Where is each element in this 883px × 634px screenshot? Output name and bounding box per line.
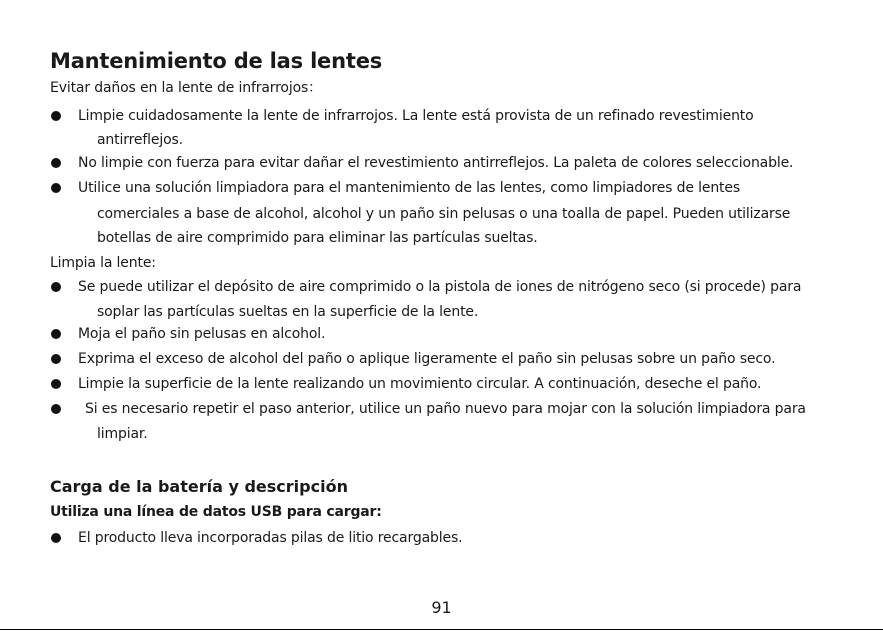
intro-text-clean-lens: Limpia la lente: (50, 255, 156, 271)
bullet-icon (51, 111, 61, 121)
list-item-line: limpiar. (97, 426, 148, 442)
list-item-line: Se puede utilizar el depósito de aire comprimido o la pistola de iones de nitrógeno seco (si procede) para (78, 279, 802, 295)
list-item-line: Utilice una solución limpiadora para el mantenimiento de las lentes, como limpiadores de lentes (78, 180, 740, 196)
section-subtitle: Utiliza una línea de datos USB para cargar: (50, 504, 382, 520)
intro-text: Evitar daños en la lente de infrarrojos： (50, 80, 322, 96)
section-title-lens-maintenance: Mantenimiento de las lentes (50, 49, 383, 73)
bullet-icon (51, 379, 61, 389)
list-item-line: Si es necesario repetir el paso anterior, utilice un paño nuevo para mojar con la solución limpiadora para (85, 401, 806, 417)
page-number: 91 (431, 598, 452, 617)
bullet-icon (51, 183, 61, 193)
list-item-line: botellas de aire comprimido para eliminar las partículas sueltas. (97, 230, 538, 246)
list-item-line: soplar las partículas sueltas en la superficie de la lente. (97, 304, 479, 320)
list-item-line: antirreflejos. (97, 132, 183, 148)
bullet-icon (51, 158, 61, 168)
list-item-line: Limpie la superficie de la lente realizando un movimiento circular. A continuación, deseche el paño. (78, 376, 762, 392)
list-item-line: comerciales a base de alcohol, alcohol y un paño sin pelusas o una toalla de papel. Pueden utilizarse (97, 206, 791, 222)
bottom-divider (0, 629, 883, 630)
list-item-line: El producto lleva incorporadas pilas de litio recargables. (78, 530, 463, 546)
list-item-line: Limpie cuidadosamente la lente de infrarrojos. La lente está provista de un refinado revestimiento (78, 108, 754, 124)
bullet-icon (51, 533, 61, 543)
list-item-line: Exprima el exceso de alcohol del paño o aplique ligeramente el paño sin pelusas sobre un paño seco. (78, 351, 776, 367)
list-item-line: No limpie con fuerza para evitar dañar el revestimiento antirreflejos. La paleta de colores seleccionable. (78, 155, 794, 171)
list-item-line: Moja el paño sin pelusas en alcohol. (78, 326, 326, 342)
bullet-icon (51, 329, 61, 339)
bullet-icon (51, 282, 61, 292)
bullet-icon (51, 354, 61, 364)
bullet-icon (51, 404, 61, 414)
section-title-battery: Carga de la batería y descripción (50, 477, 348, 496)
